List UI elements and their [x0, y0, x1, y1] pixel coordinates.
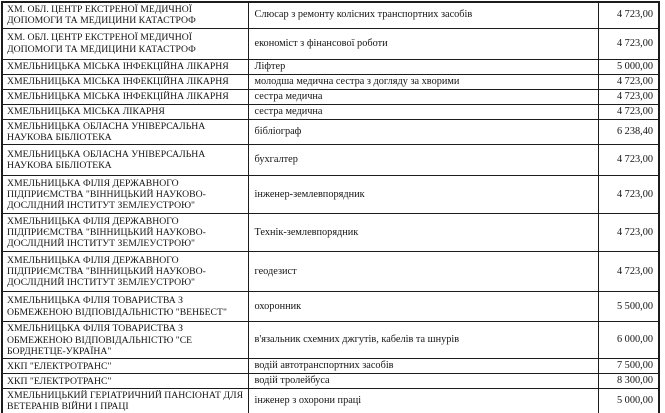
employer-cell: ХМЕЛЬНИЦЬКА ОБЛАСНА УНІВЕРСАЛЬНА НАУКОВА БІБЛІОТЕКА [2, 119, 248, 145]
position-cell: економіст з фінансової роботи [248, 28, 598, 59]
table-row [2, 176, 659, 214]
position-cell: Технік-землевпорядник [248, 214, 598, 252]
position-cell: в'язальник схемних джгутів, кабелів та шнурів [248, 322, 598, 359]
salary-cell: 4 723,00 [598, 74, 659, 89]
salary-cell: 6 238,40 [598, 119, 659, 145]
employer-cell: ХМЕЛЬНИЦЬКА ФІЛІЯ ДЕРЖАВНОГО ПІДПРИЄМСТВА "ВІННИЦЬКИЙ НАУКОВО-ДОСЛІДНИЙ ІНСТИТУТ ЗЕМЛЕУСТРОЮ" [2, 176, 248, 214]
salary-cell: 6 000,00 [598, 322, 659, 359]
position-cell: інженер з охорони праці [248, 389, 598, 413]
employer-cell: ХМЕЛЬНИЦЬКА ФІЛІЯ ДЕРЖАВНОГО ПІДПРИЄМСТВА "ВІННИЦЬКИЙ НАУКОВО-ДОСЛІДНИЙ ІНСТИТУТ ЗЕМЛЕУСТРОЮ" [2, 252, 248, 292]
position-cell: геодезист [248, 252, 598, 292]
table-row [2, 28, 659, 59]
employer-cell: ХМЕЛЬНИЦЬКА МІСЬКА ІНФЕКЦІЙНА ЛІКАРНЯ [2, 74, 248, 89]
table-row [2, 292, 659, 322]
position-cell: Слюсар з ремонту колісних транспортних засобів [248, 2, 598, 28]
employer-cell: ХМЕЛЬНИЦЬКА ФІЛІЯ ТОВАРИСТВА З ОБМЕЖЕНОЮ ВІДПОВІДАЛЬНІСТЮ "СЕ БОРДНЕТЦЕ-УКРАЇНА" [2, 322, 248, 359]
table-row [2, 374, 659, 389]
employer-cell: ХКП "ЕЛЕКТРОТРАНС" [2, 374, 248, 389]
position-cell: водій автотранспортних засобів [248, 359, 598, 374]
salary-cell: 4 723,00 [598, 252, 659, 292]
table-row [2, 145, 659, 176]
table-row [2, 119, 659, 145]
salary-cell: 4 723,00 [598, 176, 659, 214]
position-cell: сестра медична [248, 104, 598, 119]
salary-cell: 8 300,00 [598, 374, 659, 389]
position-cell: Ліфтер [248, 59, 598, 74]
salary-cell: 4 723,00 [598, 145, 659, 176]
salary-cell: 4 723,00 [598, 89, 659, 104]
table-row [2, 359, 659, 374]
employer-cell: ХКП "ЕЛЕКТРОТРАНС" [2, 359, 248, 374]
table-row [2, 322, 659, 359]
salary-cell: 5 000,00 [598, 389, 659, 413]
position-cell: бібліограф [248, 119, 598, 145]
employer-cell: ХМЕЛЬНИЦЬКА ОБЛАСНА УНІВЕРСАЛЬНА НАУКОВА БІБЛІОТЕКА [2, 145, 248, 176]
salary-cell: 4 723,00 [598, 104, 659, 119]
table-row [2, 89, 659, 104]
table-row [2, 2, 659, 28]
employer-cell: ХМЕЛЬНИЦЬКА МІСЬКА ІНФЕКЦІЙНА ЛІКАРНЯ [2, 59, 248, 74]
employer-cell: ХМ. ОБЛ. ЦЕНТР ЕКСТРЕНОЇ МЕДИЧНОЇ ДОПОМОГИ ТА МЕДИЦИНИ КАТАСТРОФ [2, 2, 248, 28]
employer-cell: ХМЕЛЬНИЦЬКА МІСЬКА ЛІКАРНЯ [2, 104, 248, 119]
position-cell: інженер-землевпорядник [248, 176, 598, 214]
salary-cell: 4 723,00 [598, 2, 659, 28]
salary-cell: 4 723,00 [598, 214, 659, 252]
table-row [2, 214, 659, 252]
table-row [2, 74, 659, 89]
position-cell: водій тролейбуса [248, 374, 598, 389]
employer-cell: ХМЕЛЬНИЦЬКА ФІЛІЯ ДЕРЖАВНОГО ПІДПРИЄМСТВА "ВІННИЦЬКИЙ НАУКОВО-ДОСЛІДНИЙ ІНСТИТУТ ЗЕМЛЕУСТРОЮ" [2, 214, 248, 252]
position-cell: сестра медична [248, 89, 598, 104]
table-row [2, 59, 659, 74]
position-cell: молодша медична сестра з догляду за хворими [248, 74, 598, 89]
employer-cell: ХМЕЛЬНИЦЬКА МІСЬКА ІНФЕКЦІЙНА ЛІКАРНЯ [2, 89, 248, 104]
table-row [2, 389, 659, 413]
table-row [2, 104, 659, 119]
salary-cell: 5 000,00 [598, 59, 659, 74]
employer-cell: ХМЕЛЬНИЦЬКИЙ ГЕРІАТРИЧНИЙ ПАНСІОНАТ ДЛЯ ВЕТЕРАНІВ ВІЙНИ І ПРАЦІ [2, 389, 248, 413]
salary-cell: 4 723,00 [598, 28, 659, 59]
position-cell: бухгалтер [248, 145, 598, 176]
salary-cell: 7 500,00 [598, 359, 659, 374]
document-page [0, 1, 665, 413]
employer-cell: ХМЕЛЬНИЦЬКА ФІЛІЯ ТОВАРИСТВА З ОБМЕЖЕНОЮ ВІДПОВІДАЛЬНІСТЮ "ВЕНБЕСТ" [2, 292, 248, 322]
vacancy-table [1, 1, 660, 413]
salary-cell: 5 500,00 [598, 292, 659, 322]
employer-cell: ХМ. ОБЛ. ЦЕНТР ЕКСТРЕНОЇ МЕДИЧНОЇ ДОПОМОГИ ТА МЕДИЦИНИ КАТАСТРОФ [2, 28, 248, 59]
position-cell: охоронник [248, 292, 598, 322]
table-row [2, 252, 659, 292]
